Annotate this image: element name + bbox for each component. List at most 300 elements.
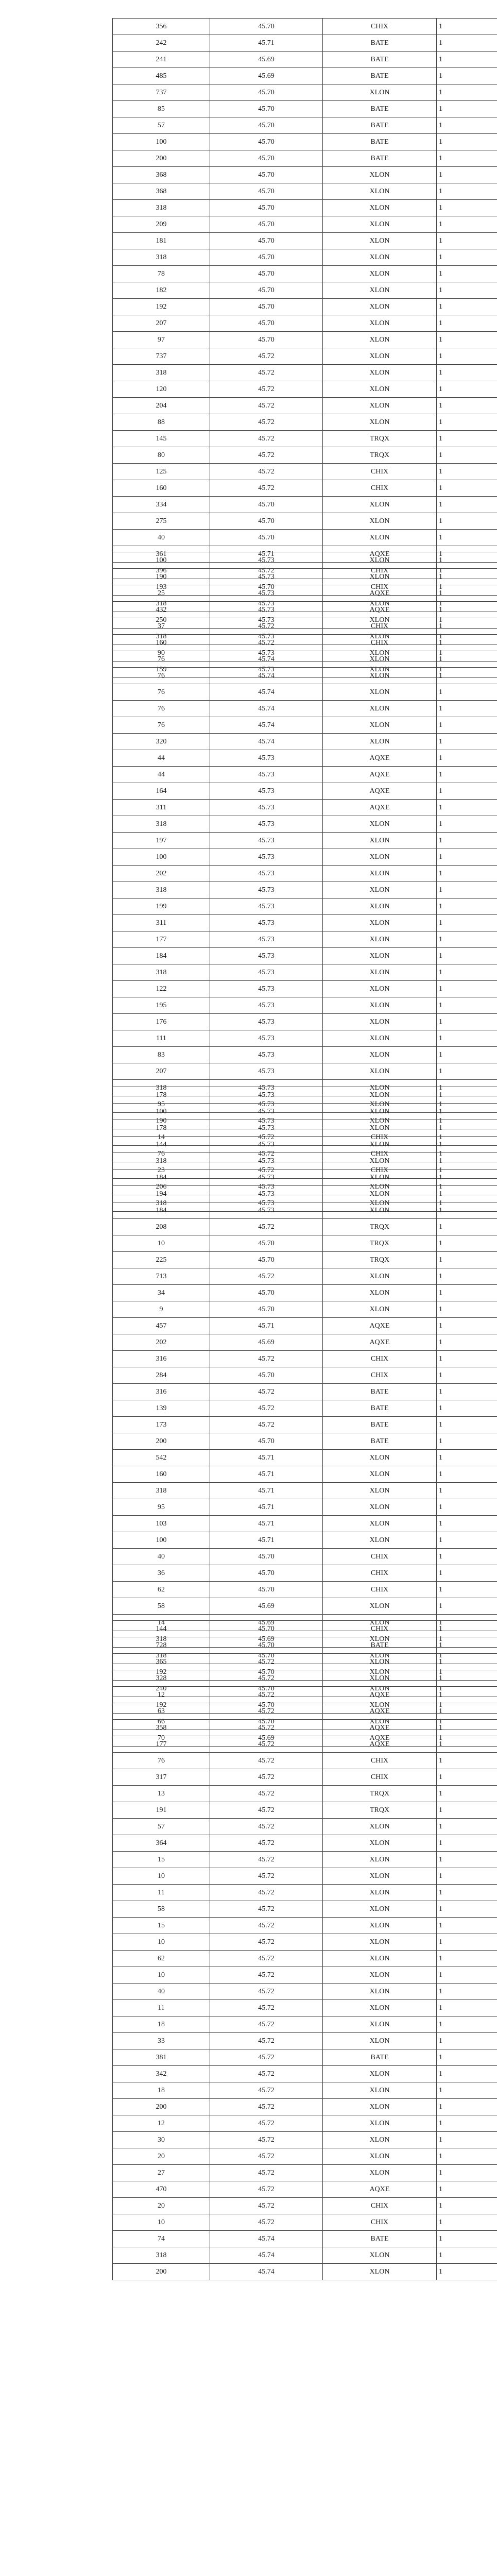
quantity-cell: 15 xyxy=(113,1918,210,1934)
table-row xyxy=(113,1654,497,1670)
quantity-cell: 125 xyxy=(113,464,210,480)
quantity-cell: 737 xyxy=(113,348,210,365)
quantity-cell: 200 xyxy=(113,2099,210,2115)
time-cell: 1 xyxy=(437,1918,497,1934)
price-cell: 45.72 xyxy=(210,414,323,431)
quantity-cell: 76 xyxy=(113,717,210,734)
venue-cell: XLON xyxy=(323,1697,437,1714)
venue-cell: XLON xyxy=(323,552,437,569)
price-cell: 45.72 xyxy=(210,1918,323,1934)
price-cell: 45.70 xyxy=(210,332,323,348)
venue-cell: XLON xyxy=(323,1648,437,1664)
venue-cell: XLON xyxy=(323,2165,437,2181)
price-cell: 45.70 xyxy=(210,19,323,35)
venue-cell: AQXE xyxy=(323,750,437,767)
price-cell: 45.71 xyxy=(210,1450,323,1466)
venue-cell: BATE xyxy=(323,1384,437,1400)
venue-cell: XLON xyxy=(323,849,437,866)
time-cell: 1 xyxy=(437,629,497,645)
venue-cell: BATE xyxy=(323,117,437,134)
price-cell: 45.69 xyxy=(210,1598,323,1615)
price-cell: 45.71 xyxy=(210,1483,323,1499)
price-cell: 45.73 xyxy=(210,552,323,569)
venue-cell: XLON xyxy=(323,662,437,678)
venue-cell: AQXE xyxy=(323,1736,437,1753)
quantity-cell: 63 xyxy=(113,1703,210,1720)
table-row xyxy=(113,1334,497,1351)
time-cell: 1 xyxy=(437,750,497,767)
table-row xyxy=(113,800,497,816)
time-cell: 1 xyxy=(437,717,497,734)
venue-cell: TRQX xyxy=(323,1219,437,1235)
price-cell: 45.70 xyxy=(210,1433,323,1450)
price-cell: 45.72 xyxy=(210,563,323,579)
time-cell: 1 xyxy=(437,1648,497,1664)
price-cell: 45.70 xyxy=(210,530,323,546)
time-cell: 1 xyxy=(437,1450,497,1466)
price-cell: 45.74 xyxy=(210,701,323,717)
price-cell: 45.72 xyxy=(210,1400,323,1417)
time-cell: 1 xyxy=(437,2181,497,2198)
table-4 xyxy=(112,1620,497,2280)
venue-cell: TRQX xyxy=(323,1235,437,1252)
table-row xyxy=(113,266,497,282)
table-row xyxy=(113,1549,497,1565)
price-cell: 45.70 xyxy=(210,1367,323,1384)
time-cell: 1 xyxy=(437,19,497,35)
price-cell: 45.74 xyxy=(210,717,323,734)
price-cell: 45.73 xyxy=(210,569,323,585)
time-cell: 1 xyxy=(437,1186,497,1202)
price-cell: 45.73 xyxy=(210,1153,323,1170)
quantity-cell: 396 xyxy=(113,563,210,579)
time-cell: 1 xyxy=(437,1120,497,1137)
time-cell: 1 xyxy=(437,948,497,964)
quantity-cell: 192 xyxy=(113,1664,210,1681)
time-cell: 1 xyxy=(437,332,497,348)
time-cell: 1 xyxy=(437,1621,497,1637)
venue-cell: XLON xyxy=(323,1030,437,1047)
venue-cell: XLON xyxy=(323,569,437,585)
table-row xyxy=(113,602,497,618)
table-row xyxy=(113,1268,497,1285)
time-cell: 1 xyxy=(437,563,497,579)
time-cell: 1 xyxy=(437,1146,497,1162)
quantity-cell: 10 xyxy=(113,1235,210,1252)
quantity-cell: 368 xyxy=(113,167,210,183)
price-cell: 45.72 xyxy=(210,2115,323,2132)
table-row xyxy=(113,767,497,783)
price-cell: 45.72 xyxy=(210,1786,323,1802)
time-cell: 1 xyxy=(437,1730,497,1747)
venue-cell: XLON xyxy=(323,1670,437,1687)
venue-cell: XLON xyxy=(323,2132,437,2148)
venue-cell: XLON xyxy=(323,899,437,915)
venue-cell: XLON xyxy=(323,1499,437,1516)
venue-cell: XLON xyxy=(323,1195,437,1212)
quantity-cell: 184 xyxy=(113,1202,210,1219)
venue-cell: XLON xyxy=(323,981,437,997)
price-cell: 45.72 xyxy=(210,2099,323,2115)
table-row xyxy=(113,1951,497,1967)
table-row xyxy=(113,1318,497,1334)
venue-cell: XLON xyxy=(323,1170,437,1186)
time-cell: 1 xyxy=(437,1819,497,1835)
time-cell: 1 xyxy=(437,1703,497,1720)
venue-cell: XLON xyxy=(323,1516,437,1532)
table-row xyxy=(113,365,497,381)
price-cell: 45.73 xyxy=(210,783,323,800)
time-cell: 1 xyxy=(437,849,497,866)
price-cell: 45.70 xyxy=(210,1697,323,1714)
table-row xyxy=(113,684,497,701)
time-cell: 1 xyxy=(437,233,497,249)
price-cell: 45.72 xyxy=(210,1835,323,1852)
quantity-cell: 36 xyxy=(113,1565,210,1582)
quantity-cell: 12 xyxy=(113,1687,210,1703)
table-row xyxy=(113,899,497,915)
price-cell: 45.72 xyxy=(210,1146,323,1162)
table-row xyxy=(113,2165,497,2181)
time-cell: 1 xyxy=(437,1967,497,1984)
table-row xyxy=(113,701,497,717)
quantity-cell: 457 xyxy=(113,1318,210,1334)
price-cell: 45.72 xyxy=(210,1417,323,1433)
time-cell: 1 xyxy=(437,783,497,800)
price-cell: 45.73 xyxy=(210,816,323,833)
quantity-cell: 311 xyxy=(113,915,210,931)
quantity-cell: 13 xyxy=(113,1786,210,1802)
quantity-cell: 95 xyxy=(113,1499,210,1516)
price-cell: 45.73 xyxy=(210,849,323,866)
quantity-cell: 728 xyxy=(113,1637,210,1654)
price-cell: 45.72 xyxy=(210,2066,323,2082)
quantity-cell: 76 xyxy=(113,668,210,684)
table-row xyxy=(113,1670,497,1687)
venue-cell: XLON xyxy=(323,381,437,398)
quantity-cell: 713 xyxy=(113,1268,210,1285)
time-cell: 1 xyxy=(437,1637,497,1654)
price-cell: 45.70 xyxy=(210,1664,323,1681)
venue-cell: AQXE xyxy=(323,2181,437,2198)
venue-cell: XLON xyxy=(323,2033,437,2049)
time-cell: 1 xyxy=(437,1202,497,1219)
table-row xyxy=(113,2033,497,2049)
venue-cell: XLON xyxy=(323,2099,437,2115)
table-row xyxy=(113,915,497,931)
table-row xyxy=(113,1483,497,1499)
quantity-cell: 184 xyxy=(113,948,210,964)
time-cell: 1 xyxy=(437,150,497,167)
venue-cell: CHIX xyxy=(323,579,437,596)
quantity-cell: 365 xyxy=(113,1654,210,1670)
quantity-cell: 20 xyxy=(113,2148,210,2165)
venue-cell: XLON xyxy=(323,1835,437,1852)
table-row xyxy=(113,1170,497,1186)
quantity-cell: 200 xyxy=(113,2264,210,2280)
quantity-cell: 334 xyxy=(113,497,210,513)
quantity-cell: 181 xyxy=(113,233,210,249)
table-row xyxy=(113,1687,497,1703)
table-row xyxy=(113,668,497,684)
quantity-cell: 242 xyxy=(113,35,210,52)
quantity-cell: 95 xyxy=(113,1096,210,1113)
quantity-cell: 40 xyxy=(113,1984,210,2000)
venue-cell: XLON xyxy=(323,1466,437,1483)
quantity-cell: 318 xyxy=(113,1631,210,1648)
price-cell: 45.73 xyxy=(210,1063,323,1080)
table-row xyxy=(113,2247,497,2264)
quantity-cell: 250 xyxy=(113,612,210,629)
table-row xyxy=(113,348,497,365)
quantity-cell: 25 xyxy=(113,585,210,602)
table-row xyxy=(113,1918,497,1934)
quantity-cell: 164 xyxy=(113,783,210,800)
price-cell: 45.73 xyxy=(210,585,323,602)
venue-cell: XLON xyxy=(323,717,437,734)
venue-cell: XLON xyxy=(323,1087,437,1104)
price-cell: 45.70 xyxy=(210,1285,323,1301)
price-cell: 45.72 xyxy=(210,398,323,414)
quantity-cell: 144 xyxy=(113,1621,210,1637)
venue-cell: BATE xyxy=(323,1637,437,1654)
price-cell: 45.72 xyxy=(210,2181,323,2198)
venue-cell: XLON xyxy=(323,948,437,964)
time-cell: 1 xyxy=(437,964,497,981)
table-row xyxy=(113,585,497,602)
venue-cell: XLON xyxy=(323,398,437,414)
time-cell: 1 xyxy=(437,1868,497,1885)
time-cell: 1 xyxy=(437,579,497,596)
quantity-cell: 66 xyxy=(113,1714,210,1730)
time-cell: 1 xyxy=(437,1984,497,2000)
quantity-cell: 225 xyxy=(113,1252,210,1268)
venue-cell: XLON xyxy=(323,414,437,431)
price-cell: 45.72 xyxy=(210,1129,323,1146)
quantity-cell: 111 xyxy=(113,1030,210,1047)
time-cell: 1 xyxy=(437,915,497,931)
table-row xyxy=(113,2132,497,2148)
venue-cell: XLON xyxy=(323,1664,437,1681)
time-cell: 1 xyxy=(437,1014,497,1030)
quantity-cell: 15 xyxy=(113,1852,210,1868)
quantity-cell: 190 xyxy=(113,569,210,585)
venue-cell: XLON xyxy=(323,1984,437,2000)
table-row xyxy=(113,101,497,117)
quantity-cell: 318 xyxy=(113,1080,210,1096)
venue-cell: XLON xyxy=(323,684,437,701)
venue-cell: XLON xyxy=(323,530,437,546)
venue-cell: XLON xyxy=(323,1153,437,1170)
quantity-cell: 190 xyxy=(113,1113,210,1129)
time-cell: 1 xyxy=(437,1318,497,1334)
venue-cell: BATE xyxy=(323,35,437,52)
time-cell: 1 xyxy=(437,183,497,200)
table-row xyxy=(113,2115,497,2132)
time-cell: 1 xyxy=(437,2049,497,2066)
quantity-cell: 44 xyxy=(113,767,210,783)
venue-cell: XLON xyxy=(323,866,437,882)
quantity-cell: 80 xyxy=(113,447,210,464)
table-row xyxy=(113,569,497,585)
venue-cell: XLON xyxy=(323,1918,437,1934)
time-cell: 1 xyxy=(437,1769,497,1786)
price-cell: 45.72 xyxy=(210,1901,323,1918)
quantity-cell: 76 xyxy=(113,701,210,717)
venue-cell: CHIX xyxy=(323,1549,437,1565)
time-cell: 1 xyxy=(437,117,497,134)
quantity-cell: 208 xyxy=(113,1219,210,1235)
price-cell: 45.71 xyxy=(210,1466,323,1483)
venue-cell: XLON xyxy=(323,668,437,684)
quantity-cell: 318 xyxy=(113,249,210,266)
quantity-cell: 542 xyxy=(113,1450,210,1466)
price-cell: 45.72 xyxy=(210,1268,323,1285)
time-cell: 1 xyxy=(437,1714,497,1730)
time-cell: 1 xyxy=(437,1153,497,1170)
venue-cell: XLON xyxy=(323,233,437,249)
time-cell: 1 xyxy=(437,612,497,629)
venue-cell: CHIX xyxy=(323,1162,437,1179)
venue-cell: CHIX xyxy=(323,1351,437,1367)
table-row xyxy=(113,1104,497,1120)
venue-cell: XLON xyxy=(323,1483,437,1499)
table-row xyxy=(113,1565,497,1582)
venue-cell: XLON xyxy=(323,216,437,233)
table-row xyxy=(113,134,497,150)
time-cell: 1 xyxy=(437,1532,497,1549)
price-cell: 45.70 xyxy=(210,1621,323,1637)
quantity-cell: 33 xyxy=(113,2033,210,2049)
price-cell: 45.70 xyxy=(210,101,323,117)
price-cell: 45.69 xyxy=(210,1615,323,1631)
price-cell: 45.73 xyxy=(210,1014,323,1030)
price-cell: 45.69 xyxy=(210,1631,323,1648)
table-row xyxy=(113,2231,497,2247)
quantity-cell: 44 xyxy=(113,750,210,767)
quantity-cell: 85 xyxy=(113,101,210,117)
venue-cell: XLON xyxy=(323,701,437,717)
time-cell: 1 xyxy=(437,2132,497,2148)
table-row xyxy=(113,1450,497,1466)
price-cell: 45.70 xyxy=(210,1582,323,1598)
price-cell: 45.70 xyxy=(210,150,323,167)
time-cell: 1 xyxy=(437,1483,497,1499)
price-cell: 45.72 xyxy=(210,348,323,365)
quantity-cell: 18 xyxy=(113,2082,210,2099)
venue-cell: CHIX xyxy=(323,1753,437,1769)
table-row xyxy=(113,315,497,332)
quantity-cell: 485 xyxy=(113,68,210,84)
price-cell: 45.72 xyxy=(210,1885,323,1901)
time-cell: 1 xyxy=(437,1786,497,1802)
time-cell: 1 xyxy=(437,1565,497,1582)
quantity-cell: 62 xyxy=(113,1951,210,1967)
venue-cell: XLON xyxy=(323,1120,437,1137)
price-cell: 45.73 xyxy=(210,1179,323,1195)
table-row xyxy=(113,1433,497,1450)
quantity-cell: 316 xyxy=(113,1384,210,1400)
time-cell: 1 xyxy=(437,1417,497,1433)
quantity-cell: 40 xyxy=(113,1549,210,1565)
price-cell: 45.70 xyxy=(210,1637,323,1654)
table-row xyxy=(113,167,497,183)
price-cell: 45.72 xyxy=(210,635,323,651)
quantity-cell: 361 xyxy=(113,546,210,563)
table-row xyxy=(113,2181,497,2198)
quantity-cell: 177 xyxy=(113,1736,210,1753)
venue-cell: XLON xyxy=(323,2066,437,2082)
table-row xyxy=(113,1532,497,1549)
quantity-cell: 76 xyxy=(113,1753,210,1769)
table-row xyxy=(113,530,497,546)
table-row xyxy=(113,1417,497,1433)
quantity-cell: 57 xyxy=(113,117,210,134)
price-cell: 45.72 xyxy=(210,2165,323,2181)
venue-cell: XLON xyxy=(323,931,437,948)
quantity-cell: 18 xyxy=(113,2016,210,2033)
price-cell: 45.72 xyxy=(210,1736,323,1753)
time-cell: 1 xyxy=(437,1802,497,1819)
price-cell: 45.72 xyxy=(210,1703,323,1720)
time-cell: 1 xyxy=(437,1113,497,1129)
venue-cell: XLON xyxy=(323,200,437,216)
time-cell: 1 xyxy=(437,833,497,849)
table-row xyxy=(113,1367,497,1384)
time-cell: 1 xyxy=(437,2214,497,2231)
table-row xyxy=(113,52,497,68)
time-cell: 1 xyxy=(437,315,497,332)
time-cell: 1 xyxy=(437,1162,497,1179)
venue-cell: XLON xyxy=(323,1631,437,1648)
quantity-cell: 83 xyxy=(113,1047,210,1063)
price-cell: 45.70 xyxy=(210,1235,323,1252)
time-cell: 1 xyxy=(437,266,497,282)
quantity-cell: 318 xyxy=(113,629,210,645)
venue-cell: AQXE xyxy=(323,767,437,783)
venue-cell: XLON xyxy=(323,365,437,381)
quantity-cell: 328 xyxy=(113,1670,210,1687)
price-cell: 45.73 xyxy=(210,981,323,997)
price-cell: 45.73 xyxy=(210,612,323,629)
venue-cell: XLON xyxy=(323,1951,437,1967)
table-row xyxy=(113,734,497,750)
table-row xyxy=(113,1637,497,1654)
price-cell: 45.70 xyxy=(210,117,323,134)
price-cell: 45.72 xyxy=(210,1769,323,1786)
quantity-cell: 145 xyxy=(113,431,210,447)
table-row xyxy=(113,1835,497,1852)
time-cell: 1 xyxy=(437,1400,497,1417)
table-row xyxy=(113,1252,497,1268)
table-row xyxy=(113,513,497,530)
venue-cell: XLON xyxy=(323,1654,437,1670)
table-row xyxy=(113,1047,497,1063)
quantity-cell: 316 xyxy=(113,1351,210,1367)
time-cell: 1 xyxy=(437,1063,497,1080)
time-cell: 1 xyxy=(437,2033,497,2049)
table-row xyxy=(113,1063,497,1080)
price-cell: 45.74 xyxy=(210,684,323,701)
time-cell: 1 xyxy=(437,1687,497,1703)
price-cell: 45.72 xyxy=(210,1951,323,1967)
table-row xyxy=(113,1582,497,1598)
price-cell: 45.74 xyxy=(210,668,323,684)
table-row xyxy=(113,1736,497,1753)
time-cell: 1 xyxy=(437,635,497,651)
quantity-cell: 275 xyxy=(113,513,210,530)
quantity-cell: 100 xyxy=(113,134,210,150)
